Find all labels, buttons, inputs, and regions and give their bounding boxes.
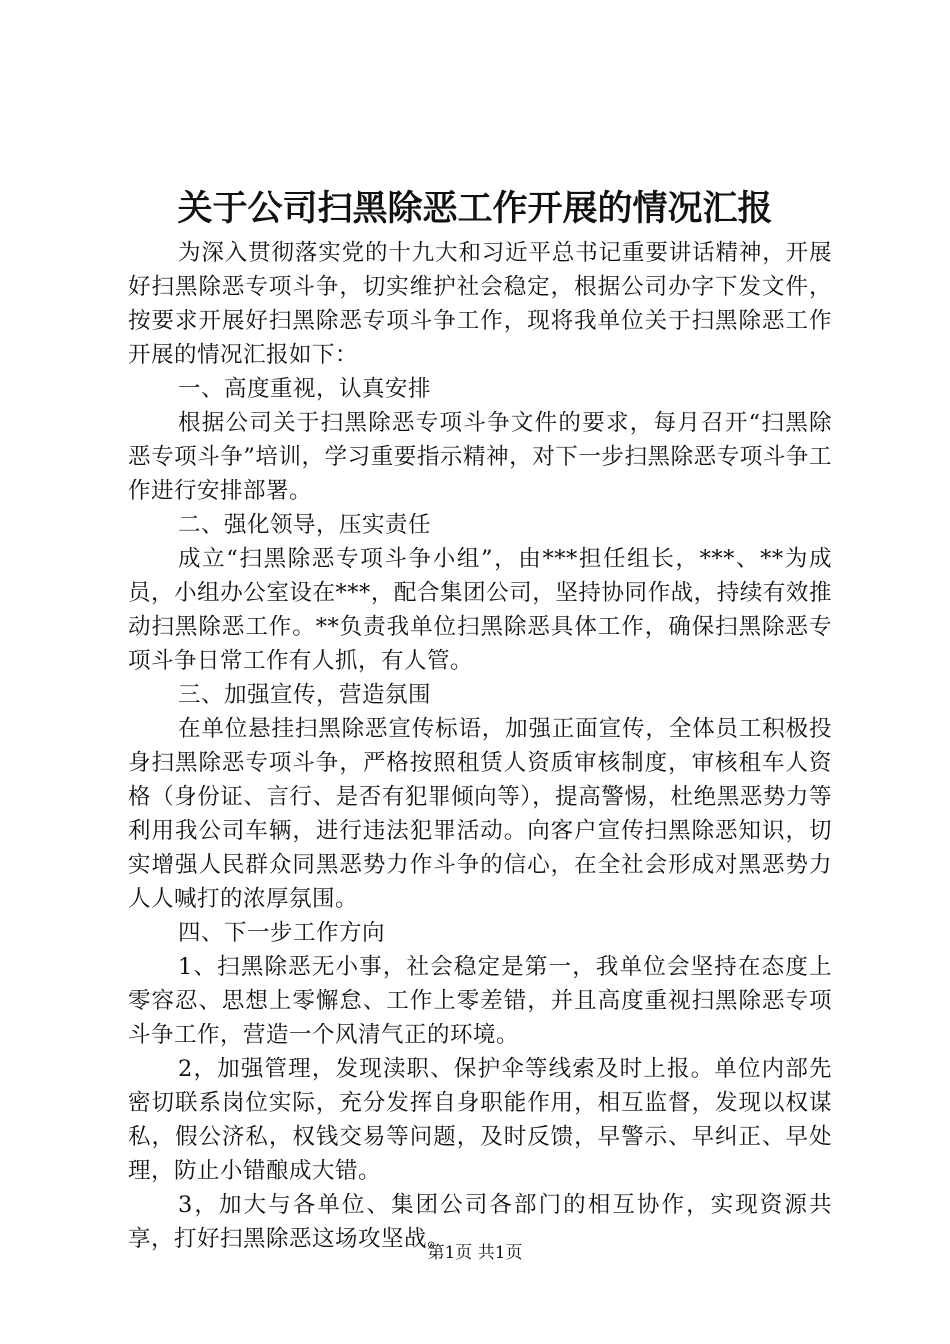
intro-paragraph: 为深入贯彻落实党的十九大和习近平总书记重要讲话精神，开展好扫黑除恶专项斗争，切实维护社会稳定，根据公司办字下发文件，按要求开展好扫黑除恶专项斗争工作，现将我单位关于扫黑除恶工作开展的情况汇报如下： [128,240,832,368]
section-4-item-1: 1、扫黑除恶无小事，社会稳定是第一，我单位会坚持在态度上零容忍、思想上零懈怠、工作上零差错，并且高度重视扫黑除恶专项斗争工作，营造一个风清气正的环境。 [128,954,832,1048]
section-3-paragraph: 在单位悬挂扫黑除恶宣传标语，加强正面宣传，全体员工积极投身扫黑除恶专项斗争，严格按照租赁人资质审核制度，审核租车人资格（身份证、言行、是否有犯罪倾向等），提高警惕，杜绝黑恶势力等利用我公司车辆，进行违法犯罪活动。向客户宣传扫黑除恶知识，切实增强人民群众同黑恶势力作斗争的信心，在全社会形成对黑恶势力人人喊打的浓厚氛围。 [128,716,832,912]
page-footer: 第1页 共1页 [427,1243,523,1263]
section-4-item-2: 2，加强管理，发现渎职、保护伞等线索及时上报。单位内部先密切联系岗位实际，充分发挥自身职能作用，相互监督，发现以权谋私，假公济私，权钱交易等问题，及时反馈，早警示、早纠正、早处理，防止小错酿成大错。 [128,1056,832,1184]
section-4-heading: 四、下一步工作方向 [178,920,386,946]
section-2-paragraph: 成立“扫黑除恶专项斗争小组”，由***担任组长，***、**为成员，小组办公室设在***，配合集团公司，坚持协同作战，持续有效推动扫黑除恶工作。**负责我单位扫黑除恶具体工作，确保扫黑除恶专项斗争日常工作有人抓，有人管。 [128,546,832,674]
section-1-heading: 一、高度重视，认真安排 [178,376,432,402]
section-3-heading: 三、加强宣传，营造氛围 [178,682,432,708]
section-1-paragraph: 根据公司关于扫黑除恶专项斗争文件的要求，每月召开“扫黑除恶专项斗争”培训，学习重要指示精神，对下一步扫黑除恶专项斗争工作进行安排部署。 [128,410,832,504]
section-4-item-3: 3，加大与各单位、集团公司各部门的相互协作，实现资源共享，打好扫黑除恶这场攻坚战。 [128,1192,832,1252]
section-2-heading: 二、强化领导，压实责任 [178,512,432,538]
document-title: 关于公司扫黑除恶工作开展的情况汇报 [177,188,773,229]
document-body [128,236,832,1256]
